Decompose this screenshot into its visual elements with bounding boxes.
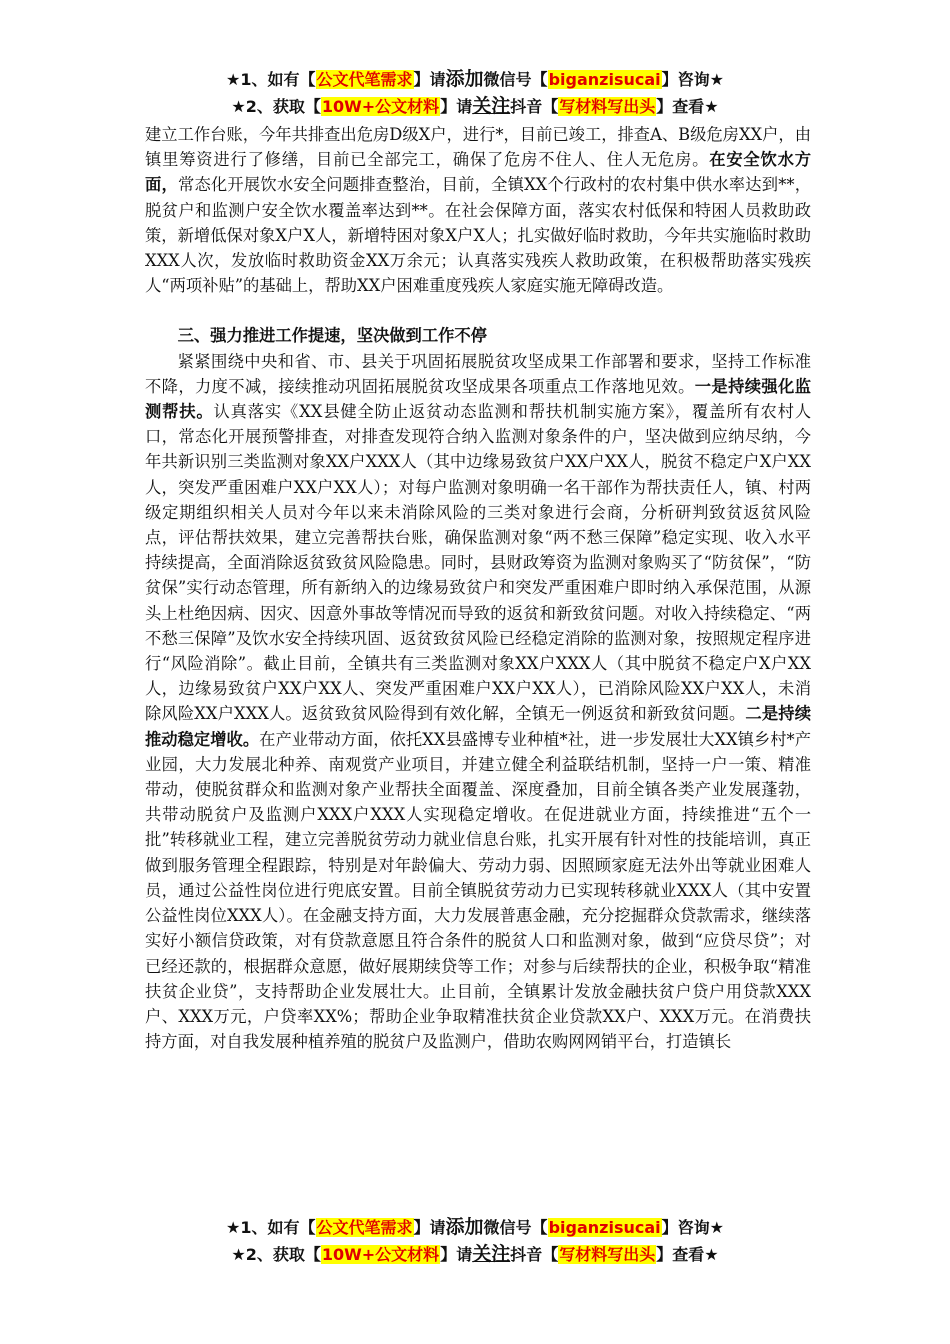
banner-highlight: 写材料写出头: [559, 1245, 656, 1264]
banner-text: 抖音【: [510, 1245, 559, 1264]
bold-lead: 一是持续强化监测帮扶。: [145, 376, 811, 422]
banner-text: 】请: [440, 1245, 473, 1264]
banner-highlight: 10W+公文材料: [321, 97, 440, 116]
banner-highlight: biganzisucai: [548, 1218, 661, 1237]
document-body: [145, 122, 811, 1054]
banner-line-2: [0, 1241, 950, 1268]
banner-highlight: 公文代笔需求: [316, 1218, 413, 1237]
banner-highlight: 公文代笔需求: [316, 70, 413, 89]
paragraph-text: 常态化开展饮水安全问题排查整治，目前，全镇XX个行政村的农村集中供水率达到**，脱贫户和监测户安全饮水覆盖率达到**。在社会保障方面，落实农村低保和特困人员救助政策，新增低保对象X户X人，新增特困对象X户X人；扎实做好临时救助，今年共实施临时救助XXX人次，发放临时救助资金XX万余元；认真落实残疾人救助政策，在积极帮助落实残疾人“两项补贴”的基础上，帮助XX户困难重度残疾人家庭实施无障碍改造。: [145, 175, 811, 296]
section-heading: 三、强力推进工作提速，坚决做到工作不停: [177, 326, 487, 346]
paragraph-text: 认真落实《XX县健全防止返贫动态监测和帮扶机制实施方案》，覆盖所有农村人口，常态化开展预警排查，对排查发现符合纳入监测对象条件的户，坚决做到应纳尽纳，今年共新识别三类监测对象XX户XXX人（其中边缘易致贫户XX户XX人，脱贫不稳定户X户XX人，突发严重困难户XX户XX人）；对每户监测对象明确一名干部作为帮扶责任人，镇、村两级定期组织相关人员对今年以来未消除风险的三类对象进行会商，分析研判致贫返贫风险点，评估帮扶效果，建立完善帮扶台账，确保监测对象“两不愁三保障”稳定实现、收入水平持续提高，全面消除返贫致贫风险隐患。同时，县财政筹资为监测对象购买了“防贫保”，“防贫保”实行动态管理，所有新纳入的边缘易致贫户和突发严重困难户即时纳入承保范围，从源头上杜绝因病、因灾、因意外事故等情况而导致的返贫和新致贫问题。对收入持续稳定、“两不愁三保障”及饮水安全持续巩固、返贫致贫风险已经稳定消除的监测对象，按照规定程序进行“风险消除”。截止目前，全镇共有三类监测对象XX户XXX人（其中脱贫不稳定户X户XX人，边缘易致贫户XX户XX人、突发严重困难户XX户XX人），已消除风险XX户XX人，未消除风险XX户XXX人。返贫致贫风险得到有效化解，全镇无一例返贫和新致贫问题。: [145, 402, 811, 724]
banner-text: 】咨询★: [661, 70, 724, 89]
banner-text: 微信号【: [483, 1218, 548, 1237]
banner-text: 】请: [440, 97, 473, 116]
paragraph-text: 建立工作台账，今年共排查出危房D级X户，进行*，目前已竣工，排查A、B级危房XX户，由镇里筹资进行了修缮，目前已全部完工，确保了危房不住人、住人无危房。: [145, 125, 811, 170]
banner-emphasis: 关注: [472, 1243, 511, 1265]
banner-emphasis: 关注: [472, 95, 511, 117]
banner-emphasis: 添加: [445, 68, 484, 90]
bold-lead: 在安全饮水方面，: [145, 150, 811, 195]
banner-text: 】请: [413, 70, 446, 89]
banner-text: 】查看★: [656, 97, 719, 116]
banner-text: 】咨询★: [661, 1218, 724, 1237]
banner-highlight: biganzisucai: [548, 70, 661, 89]
banner-text: 微信号【: [483, 70, 548, 89]
banner-text: ★1、如有【: [226, 1218, 316, 1237]
paragraph-text: 在产业带动方面，依托XX县盛博专业种植*社，进一步发展壮大XX镇乡村*产业园，大力发展北种养、南观赏产业项目，并建立健全利益联结机制，坚持一户一策、精准带动，使脱贫群众和监测对象产业帮扶全面覆盖、深度叠加，目前全镇各类产业发展蓬勃，共带动脱贫户及监测户XXX户XXX人实现稳定增收。在促进就业方面，持续推进“五个一批”转移就业工程，建立完善脱贫劳动力就业信息台账，扎实开展有针对性的技能培训，真正做到服务管理全程跟踪，特别是对年龄偏大、劳动力弱、因照顾家庭无法外出等就业困难人员，通过公益性岗位进行兜底安置。目前全镇脱贫劳动力已实现转移就业XXX人（其中安置公益性岗位XXX人）。在金融支持方面，大力发展普惠金融，充分挖掘群众贷款需求，继续落实好小额信贷政策，对有贷款意愿且符合条件的脱贫人口和监测对象，做到“应贷尽贷”；对已经还款的，根据群众意愿，做好展期续贷等工作；对参与后续帮扶的企业，积极争取“精准扶贫企业贷”，支持帮助企业发展壮大。止目前，全镇累计发放金融扶贫户贷户用贷款XXX户、XXX万元，户贷率XX%；帮助企业争取精准扶贫企业贷款XX户、XXX万元。在消费扶持方面，对自我发展种植养殖的脱贫户及监测户，借助农购网网销平台，打造镇长: [145, 729, 811, 1052]
bold-lead: 二是持续推动稳定增收。: [145, 704, 811, 749]
banner-text: ★2、获取【: [231, 1245, 321, 1264]
banner-highlight: 写材料写出头: [559, 97, 656, 116]
paragraph-text: 紧紧围绕中央和省、市、县关于巩固拓展脱贫攻坚成果工作部署和要求，坚持工作标准不降，力度不减，接续推动巩固拓展脱贫攻坚成果各项重点工作落地见效。: [145, 351, 811, 396]
top-banner: [0, 66, 950, 120]
banner-text: ★2、获取【: [231, 97, 321, 116]
bottom-banner: [0, 1214, 950, 1268]
banner-highlight: 10W+公文材料: [321, 1245, 440, 1264]
banner-line-2: [0, 93, 950, 120]
banner-text: 】请: [413, 1218, 446, 1237]
banner-line-1: [0, 66, 950, 93]
banner-line-1: [0, 1214, 950, 1241]
paragraph: [145, 349, 811, 1055]
banner-text: 】查看★: [656, 1245, 719, 1264]
banner-text: 抖音【: [510, 97, 559, 116]
banner-emphasis: 添加: [445, 1216, 484, 1238]
banner-text: ★1、如有【: [226, 70, 316, 89]
paragraph: [145, 122, 811, 298]
